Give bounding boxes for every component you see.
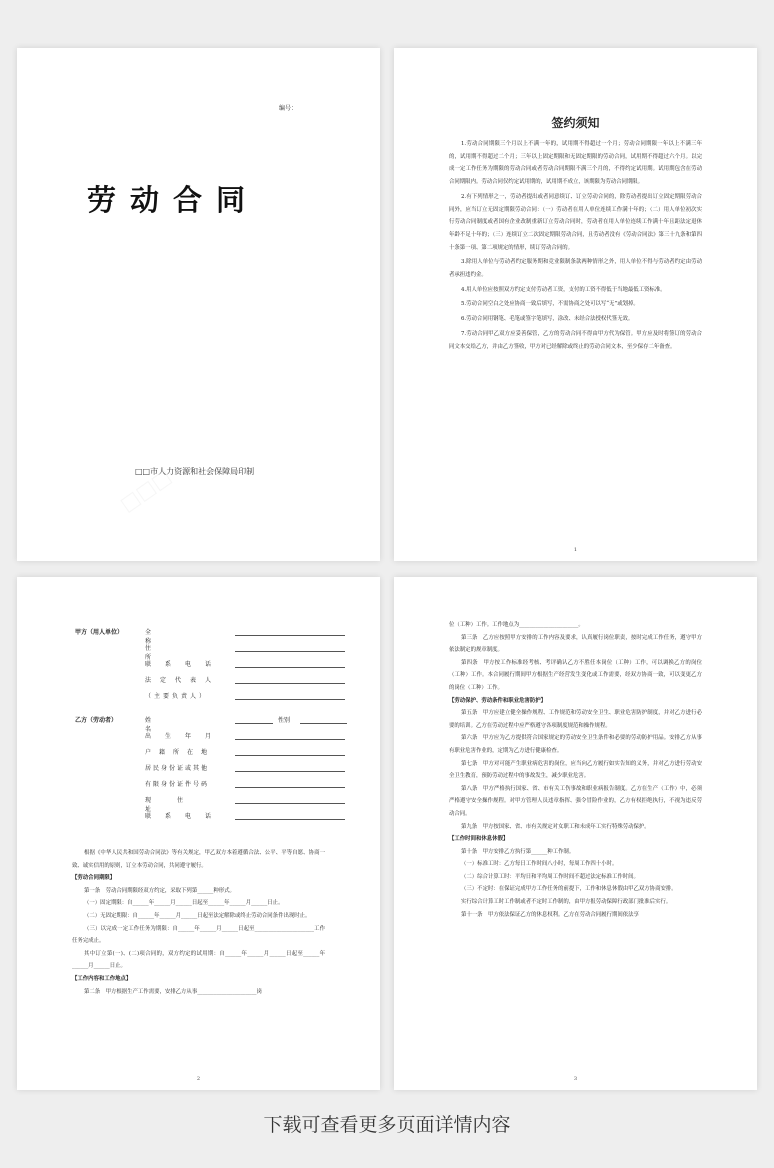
notice-page [394,48,757,561]
section-heading: 【劳动合同期限】 [72,875,116,882]
contract-body [449,619,702,921]
paragraph: 第八条 甲方严格执行国家、省、市有关工伤事故和职业病报告制度。乙方在生产（工作）中，必须严格遵守安全操作规程。对甲方管理人员违章指挥、强令冒险作业的，乙方有权拒绝执行，不视为违反劳动合同。 [449,785,702,817]
paragraph: 第四条 甲方按工作标准经考核、考评确认乙方不胜任本岗位（工种）工作，可以调换乙方的岗位（工种）工作。本合同履行期间甲方根据生产经营发生变化或工作需要，经双方协商一致，可以变更乙方的岗位（工种）工作。 [449,659,702,691]
notice-item: 1.劳动合同期限三个月以上不满一年的，试用期不得超过一个月；劳动合同期限一年以上不满三年的，试用期不得超过二个月；三年以上固定期限和无固定期限的劳动合同，试用期不得超过六个月。以完成一定工作任务为期限的劳动合同或者劳动合同期限不满三个月的，不得约定试用期。试用期包含在劳动合同期限内。劳动合同仅约定试用期的，试用期不成立，该期限为劳动合同期限。 [449,141,702,186]
notice-item: 6.劳动合同用钢笔、毛笔或签字笔填写，涂改、未经合法授权代签无效。 [461,316,634,323]
party-a-field [145,643,345,659]
download-more-caption[interactable]: 下载可查看更多页面详情内容 [263,1114,511,1136]
party-b-label: 乙方（劳动者） [75,717,118,724]
party-b-field [145,779,345,795]
party-a-field [145,627,345,643]
cover-page [17,48,380,561]
field-line[interactable] [235,819,345,820]
field-name: 法定代表人 [145,677,221,684]
party-b-field [145,763,345,779]
name-line[interactable] [235,723,273,724]
paragraph: 第九条 甲方按国家、省、市有关规定对女职工和未成年工实行特殊劳动保护。 [461,823,650,830]
page-number: 3 [573,1076,578,1082]
field-line[interactable] [235,683,345,684]
gender-line[interactable] [300,723,347,724]
party-a-field [145,691,345,707]
field-name: （主要负责人） [145,693,209,700]
paragraph: 第一条 劳动合同期限经双方约定，采取下列第______种形式。 [84,887,235,894]
field-name: 住所 [145,645,212,661]
paragraph: （二）综合计算工时：平均日和平均周工作时间不超过法定标准工作时间。 [461,873,639,880]
party-b-field [145,747,345,763]
section-heading: 【劳动保护、劳动条件和职业危害防护】 [449,697,547,704]
paragraph: 其中订立第(一)、(二)项合同的，双方约定的试用期：自______年______月______日起至______年______月______日止。 [72,950,325,970]
field-name: 有限身份证件号码 [145,781,210,788]
field-name: 户籍所在地 [145,749,216,756]
notice-item: 4.用人单位应按照双方约定支付劳动者工资，支付的工资不得低于当地最低工资标准。 [461,286,666,293]
field-name: 出生年月 [145,733,226,740]
field-line[interactable] [235,667,345,668]
notice-item: 3.除用人单位与劳动者约定服务期和竞业限制条款两种情形之外，用人单位不得与劳动者约定由劳动者承担违约金。 [449,259,702,279]
printer-line: □□市人力资源和社会保障局印制 [135,467,255,476]
paragraph: 第二条 甲方根据生产工作需要，安排乙方从事______________________岗 [84,988,262,995]
notice-item: 2.有下列情形之一，劳动者提出或者同意续订、订立劳动合同的，除劳动者提出订立固定期限劳动合同外，应当订立无固定期限劳动合同：（一）劳动者在用人单位连续工作满十年的；（二）用人单位初次实行劳动合同制度或者国有企业改制重新订立劳动合同时，劳动者在用人单位连续工作满十年且距法定退休年龄不足十年的；（三）连续订立二次固定期限劳动合同，且劳动者没有《劳动合同法》第三十九条和第四十条第一项、第二项规定的情形，续订劳动合同的。 [449,193,702,251]
party-a-field [145,659,345,675]
contract-body [72,847,325,998]
party-b-field [145,795,345,811]
notice-title: 签约须知 [551,116,600,130]
paragraph: 第七条 甲方对可能产生职业病危害的岗位，应当向乙方履行如实告知的义务，并对乙方进行劳动安全卫生教育，预防劳动过程中的事故发生，减少职业危害。 [449,760,702,780]
paragraph: 第五条 甲方应建立健全操作规程、工作规范和劳动安全卫生、职业危害防护制度，并对乙方进行必要的培训。乙方在劳动过程中应严格遵守各项制度规范和操作规程。 [449,710,702,729]
paragraph: 第三条 乙方应按照甲方安排的工作内容及要求，认真履行岗位职责，按时完成工作任务，遵守甲方依法制定的规章制度。 [449,634,702,654]
gender-label: 性别 [278,717,291,724]
party-a-field [145,675,345,691]
section-heading: 【工作时间和休息休假】 [449,836,509,843]
field-name: 联系电话 [145,661,226,668]
field-line[interactable] [235,787,345,788]
notice-item: 7.劳动合同甲乙双方应妥善保管，乙方的劳动合同不得由甲方代为保管。甲方应及时将签订的劳动合同文本交给乙方，并由乙方签收，甲方对已经解除或终止的劳动合同文本，至少保存二年备查。 [449,330,702,350]
paragraph: 根据《中华人民共和国劳动合同法》等有关规定，甲乙双方本着遵循合法、公平、平等自愿、协商一致、诚实信用的原则，订立本劳动合同，共同遵守履行。 [72,850,325,869]
notice-item: 5.劳动合同空白之处应协商一致后填写，不需协商之处可以写“无”或划掉。 [461,301,639,308]
paragraph: 第六条 甲方应为乙方提供符合国家规定的劳动安全卫生条件和必要的劳动防护用品。安排乙方从事有职业危害作业的，定期为乙方进行健康检查。 [449,735,702,754]
paragraph: （三）不定时：在保证完成甲方工作任务的前提下，工作和休息休假由甲乙双方协商安排。 [461,886,677,893]
paragraph: （三）以完成一定工作任务为期限：自______年______月______日起至______________________工作任务完成止。 [72,925,325,945]
page-number: 2 [196,1076,201,1082]
party-b-field [145,715,345,731]
field-line[interactable] [235,739,345,740]
paragraph: （二）无固定期限：自______年______月______日起至法定解除或终止劳动合同条件出现时止。 [84,912,311,919]
field-line[interactable] [235,651,345,652]
paragraph: 位（工种）工作。工作地点为______________________。 [449,622,584,628]
page-number: 1 [573,547,578,553]
contract-page-2 [17,577,380,1090]
party-b-field [145,731,345,747]
paragraph: 第十条 甲方安排乙方执行第______种工作制。 [461,848,575,855]
field-line[interactable] [235,699,345,700]
field-line[interactable] [235,803,345,804]
field-name: 姓名 [145,717,212,733]
paragraph: （一）标准工时：乙方每日工作时间八小时，每周工作四十小时。 [461,861,618,868]
field-line[interactable] [235,771,345,772]
field-name: 现住址 [145,797,210,813]
field-name: 联系电话 [145,813,226,820]
party-a-label: 甲方（用人单位） [75,629,124,636]
notice-body [449,138,702,355]
field-line[interactable] [235,635,345,636]
paragraph: （一）固定期限：自______年______月______日起至______年______月______日止。 [84,900,284,907]
field-line[interactable] [235,755,345,756]
field-name: 居民身份证或其他 [145,765,210,772]
field-name: 全称 [145,629,212,645]
paragraph: 第十一条 甲方依法保证乙方的休息权利。乙方在劳动合同履行期间依法享 [461,911,639,918]
contract-number-label: 编号： [279,105,298,112]
contract-title: 劳动合同 [87,183,260,217]
party-b-field [145,811,345,827]
contract-page-3 [394,577,757,1090]
section-heading: 【工作内容和工作地点】 [72,975,132,982]
paragraph: 实行综合计算工时工作制或者不定时工作制的，由甲方报劳动保障行政部门批准后实行。 [461,899,672,906]
